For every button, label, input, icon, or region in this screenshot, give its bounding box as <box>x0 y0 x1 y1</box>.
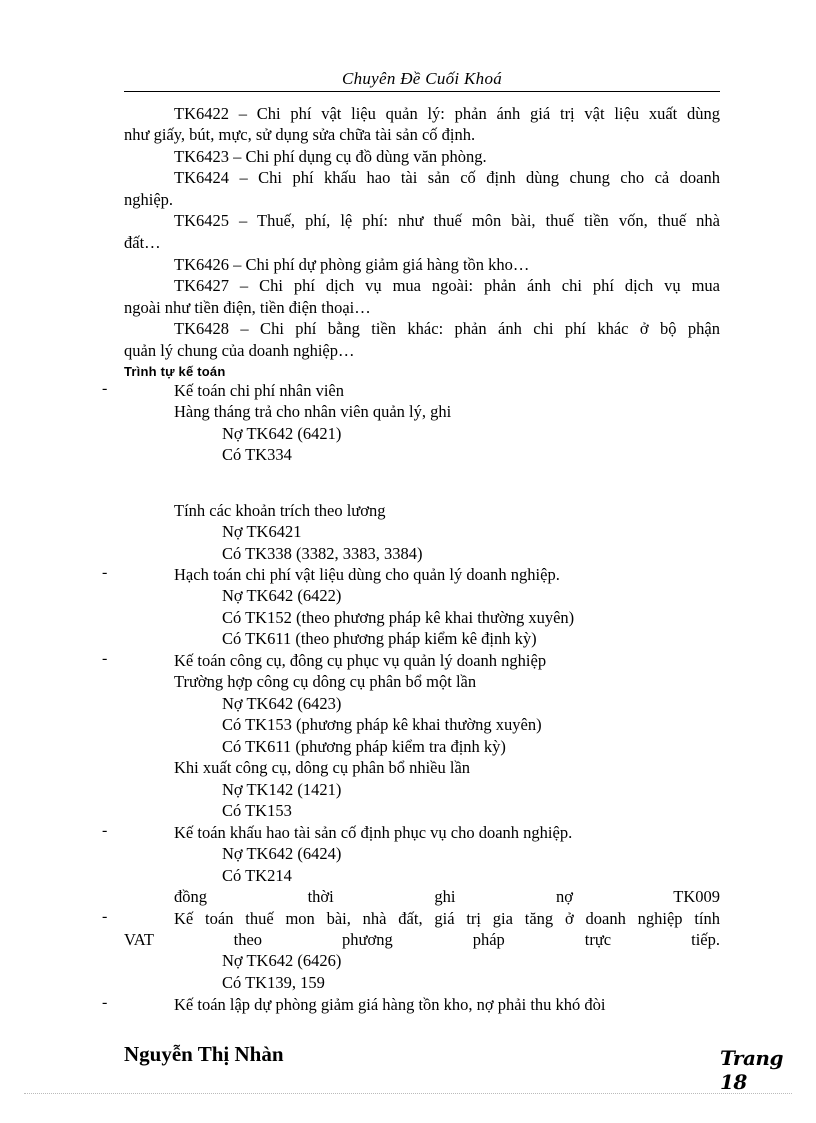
section-title: Trình tự kế toán <box>124 364 226 379</box>
item-s3-a2: Có TK153 (phương pháp kê khai thường xuyên) <box>222 715 542 734</box>
item-s1-b1: Nợ TK6421 <box>222 522 302 541</box>
item-s3: Kế toán công cụ, đông cụ phục vụ quản lý doanh nghiệp <box>174 651 547 670</box>
paragraph-tk6427-line2: ngoài như tiền điện, tiền điện thoại… <box>124 298 371 317</box>
paragraph-tk6428-line1: TK6428 – Chi phí bằng tiền khác: phản ánh chi phí khác ở bộ phận <box>174 319 720 338</box>
item-s4-1: Nợ TK642 (6424) <box>222 844 342 863</box>
footer-author: Nguyễn Thị Nhàn <box>124 1042 284 1066</box>
item-s5-line2: VAT theo phương pháp trực tiếp. <box>124 930 720 949</box>
item-s2: Hạch toán chi phí vật liệu dùng cho quản lý doanh nghiệp. <box>174 565 560 584</box>
bullet-dash: - <box>102 994 108 1011</box>
paragraph-tk6425-line2: đất… <box>124 233 161 252</box>
item-s4-2: Có TK214 <box>222 866 292 885</box>
item-s1-a: Hàng tháng trả cho nhân viên quản lý, ghi <box>174 402 452 421</box>
item-s5-1: Nợ TK642 (6426) <box>222 951 342 970</box>
bullet-dash: - <box>102 564 108 581</box>
paragraph-tk6424-line1: TK6424 – Chi phí khấu hao tài sản cố định dùng chung cho cả doanh <box>174 168 720 187</box>
item-s2-3: Có TK611 (theo phương pháp kiểm kê định kỳ) <box>222 629 537 648</box>
paragraph-tk6423: TK6423 – Chi phí dụng cụ đồ dùng văn phòng. <box>174 147 487 166</box>
paragraph-tk6427-line1: TK6427 – Chi phí dịch vụ mua ngoài: phản ánh chi phí dịch vụ mua <box>174 276 720 295</box>
item-s6: Kế toán lập dự phòng giảm giá hàng tồn kho, nợ phải thu khó đòi <box>174 995 606 1014</box>
item-s5-2: Có TK139, 159 <box>222 973 325 992</box>
bullet-dash: - <box>102 908 108 925</box>
footer-page-number: Trang 18 <box>720 1046 783 1094</box>
item-s3-b1: Nợ TK142 (1421) <box>222 780 342 799</box>
item-s2-1: Nợ TK642 (6422) <box>222 586 342 605</box>
paragraph-tk6422-line2: như giấy, bút, mực, sử dụng sửa chữa tài sản cố định. <box>124 125 476 144</box>
paragraph-tk6425-line1: TK6425 – Thuế, phí, lệ phí: như thuế môn bài, thuế tiền vốn, thuế nhà <box>174 211 720 230</box>
header-rule <box>124 91 720 92</box>
item-s1: Kế toán chi phí nhân viên <box>174 381 344 400</box>
bottom-rule <box>24 1093 792 1094</box>
bullet-dash: - <box>102 822 108 839</box>
item-s3-a1: Nợ TK642 (6423) <box>222 694 342 713</box>
bullet-dash: - <box>102 650 108 667</box>
item-s5-line1: Kế toán thuế mon bài, nhà đất, giá trị gia tăng ở doanh nghiệp tính <box>174 909 720 928</box>
item-s3-a3: Có TK611 (phương pháp kiểm tra định kỳ) <box>222 737 506 756</box>
item-s3-b: Khi xuất công cụ, dông cụ phân bổ nhiều lần <box>174 758 471 777</box>
paragraph-tk6424-line2: nghiệp. <box>124 190 174 209</box>
item-s3-a: Trường hợp công cụ dông cụ phân bổ một lần <box>174 672 477 691</box>
item-s1-b2: Có TK338 (3382, 3383, 3384) <box>222 544 423 563</box>
item-s1-a2: Có TK334 <box>222 445 292 464</box>
paragraph-tk6428-line2: quản lý chung của doanh nghiệp… <box>124 341 355 360</box>
item-s1-b: Tính các khoản trích theo lương <box>174 501 386 520</box>
header-title: Chuyên Đề Cuối Khoá <box>341 69 503 88</box>
item-s4: Kế toán khấu hao tài sản cố định phục vụ cho doanh nghiệp. <box>174 823 573 842</box>
paragraph-tk6422-line1: TK6422 – Chi phí vật liệu quản lý: phản ánh giá trị vật liệu xuất dùng <box>174 104 720 123</box>
bullet-dash: - <box>102 380 108 397</box>
paragraph-tk6426: TK6426 – Chi phí dự phòng giảm giá hàng tồn kho… <box>174 255 530 274</box>
item-s3-b2: Có TK153 <box>222 801 292 820</box>
item-s2-2: Có TK152 (theo phương pháp kê khai thường xuyên) <box>222 608 575 627</box>
item-s1-a1: Nợ TK642 (6421) <box>222 424 342 443</box>
item-s4-3: đồng thời ghi nợ TK009 <box>174 887 720 906</box>
